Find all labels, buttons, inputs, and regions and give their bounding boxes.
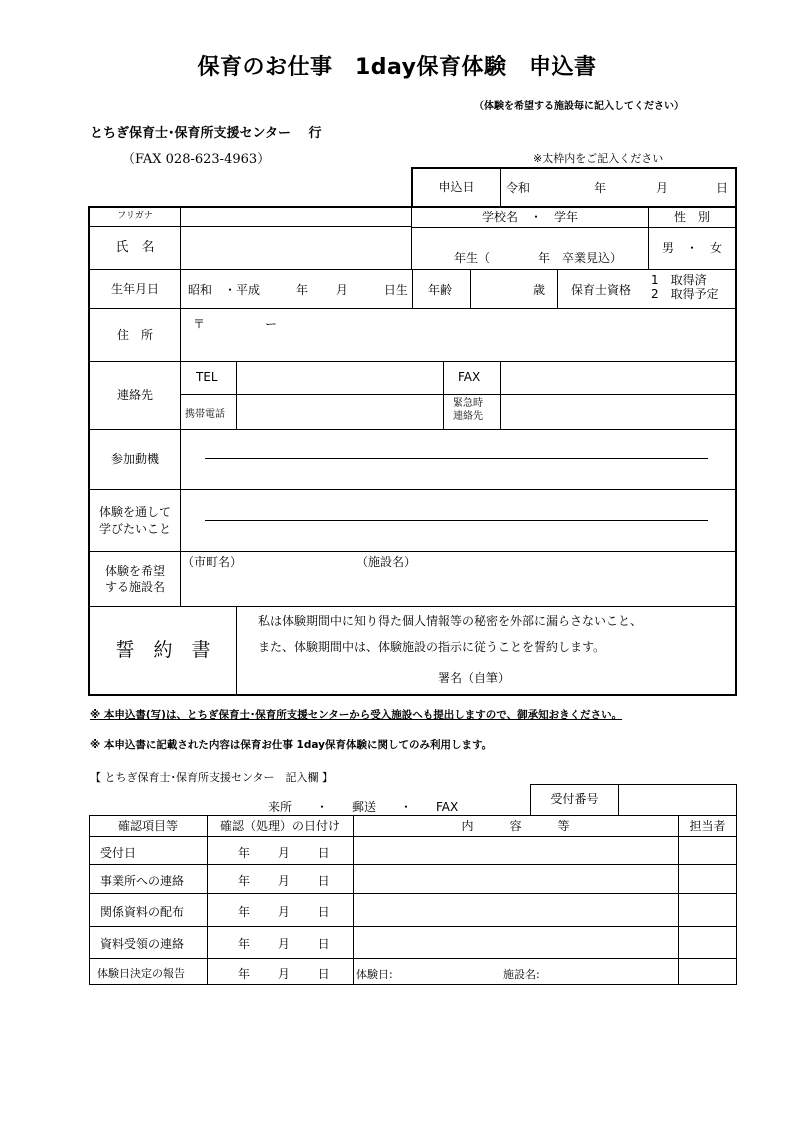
emergency-label-line1: 緊急時 [453, 398, 483, 409]
contact-label: 連絡先 [116, 388, 153, 402]
signature-label: 署名（自筆） [438, 671, 511, 685]
facility-label-line1: 体験を希望 [104, 563, 165, 578]
thick-frame-note: ※太枠内をご記入ください [533, 152, 664, 165]
center-heading: 【 とちぎ保育士･保育所支援センター 記入欄 】 [90, 771, 334, 784]
birth-input[interactable]: 昭和 ・平成 年 月 日生 [188, 283, 408, 297]
mobile-label: 携帯電話 [185, 409, 225, 420]
learn-input[interactable] [205, 520, 708, 521]
city-label: （市町名） [182, 555, 243, 569]
signature-input[interactable] [520, 665, 730, 687]
subtitle-note: （体験を希望する施設毎に記入してください） [474, 101, 684, 112]
note-1: ※ 本申込書(写)は、とちぎ保育士･保育所支援センターから受入施設へも提出しますので、御承知おきください。 [90, 709, 623, 721]
row-item: 事業所への連絡 [100, 874, 185, 888]
age-label: 年齢 [428, 283, 453, 297]
gender-select[interactable]: 男 ・ 女 [661, 241, 722, 255]
fax-label: FAX [458, 370, 481, 384]
row-date[interactable]: 年 月 日 [238, 937, 330, 951]
apply-date-day: 日 [716, 181, 729, 195]
age-unit: 歳 [533, 283, 546, 297]
fax-input[interactable] [504, 365, 734, 391]
qualification-label: 保育士資格 [571, 283, 632, 297]
school-label: 学校名 ・ 学年 [481, 210, 578, 224]
apply-date-input[interactable] [530, 178, 730, 196]
furigana-label: フリガナ [117, 211, 153, 222]
address-label: 住 所 [116, 327, 153, 342]
address-input[interactable] [190, 332, 730, 356]
furigana-input[interactable] [184, 210, 408, 224]
row-content-facility[interactable]: 施設名: [503, 968, 540, 981]
name-label: 氏 名 [115, 239, 155, 255]
emergency-input[interactable] [504, 398, 734, 426]
method-options[interactable]: 来所 ・ 郵送 ・ FAX [268, 800, 459, 814]
gender-label: 性 別 [673, 210, 710, 224]
mobile-input[interactable] [240, 398, 440, 426]
qualification-option-1[interactable]: 1 取得済 [651, 273, 707, 287]
name-input[interactable] [184, 230, 408, 266]
pledge-line2: また、体験期間中は、体験施設の指示に従うことを誓約します。 [258, 640, 606, 654]
emergency-label-line2: 連絡先 [453, 410, 483, 422]
apply-date-year: 年 [594, 181, 607, 195]
row-date[interactable]: 年 月 日 [238, 905, 330, 919]
learn-label-line2: 学びたいこと [98, 521, 171, 536]
qualification-options[interactable] [651, 273, 719, 302]
qualification-option-2[interactable]: 2 取得予定 [651, 287, 719, 302]
tel-label: TEL [196, 370, 218, 384]
row-item: 資料受領の連絡 [100, 937, 185, 951]
facility-name-label: （施設名） [356, 555, 417, 569]
header-date: 確認（処理）の日付け [219, 818, 340, 833]
address-postal[interactable]: 〒 ー [193, 317, 278, 331]
learn-label-line1: 体験を通して [98, 505, 171, 520]
grade-text[interactable]: 年生（ 年 卒業見込） [454, 251, 623, 265]
pledge-label: 誓 約 書 [115, 638, 211, 661]
facility-label-line2: する施設名 [104, 580, 165, 594]
row-item: 体験日決定の報告 [97, 967, 185, 980]
row-date[interactable]: 年 月 日 [238, 846, 330, 860]
facility-input[interactable] [184, 570, 732, 602]
recipient: とちぎ保育士･保育所支援センター 行 [90, 126, 322, 141]
fax-number: （FAX 028-623-4963） [122, 152, 271, 167]
row-content-date[interactable]: 体験日: [356, 968, 393, 981]
row-date[interactable]: 年 月 日 [238, 967, 330, 981]
row-date[interactable]: 年 月 日 [238, 874, 330, 888]
receipt-number-label: 受付番号 [550, 792, 599, 806]
facility-label [90, 552, 180, 606]
header-item: 確認項目等 [117, 818, 178, 833]
tel-input[interactable] [240, 365, 440, 391]
row-item: 受付日 [100, 846, 137, 860]
apply-date-era: 令和 [506, 181, 531, 195]
header-content: 内 容 等 [461, 818, 570, 833]
emergency-label [453, 398, 483, 423]
motivation-input[interactable] [205, 458, 708, 459]
learn-label [90, 490, 180, 551]
motivation-label: 参加動機 [110, 452, 159, 466]
page-title: 保育のお仕事 1day保育体験 申込書 [197, 55, 597, 80]
center-grid [89, 815, 737, 985]
apply-date-month: 月 [656, 181, 669, 195]
row-item: 関係資料の配布 [100, 905, 185, 919]
pledge-line1: 私は体験期間中に知り得た個人情報等の秘密を外部に漏らさないこと、 [258, 614, 643, 628]
header-staff: 担当者 [689, 818, 726, 833]
age-input[interactable] [475, 278, 530, 300]
note-2: ※ 本申込書に記載された内容は保育お仕事 1day保育体験に関してのみ利用します。 [90, 739, 493, 751]
receipt-number-input[interactable] [622, 788, 732, 810]
birth-label: 生年月日 [110, 281, 159, 296]
apply-date-label: 申込日 [438, 180, 475, 194]
